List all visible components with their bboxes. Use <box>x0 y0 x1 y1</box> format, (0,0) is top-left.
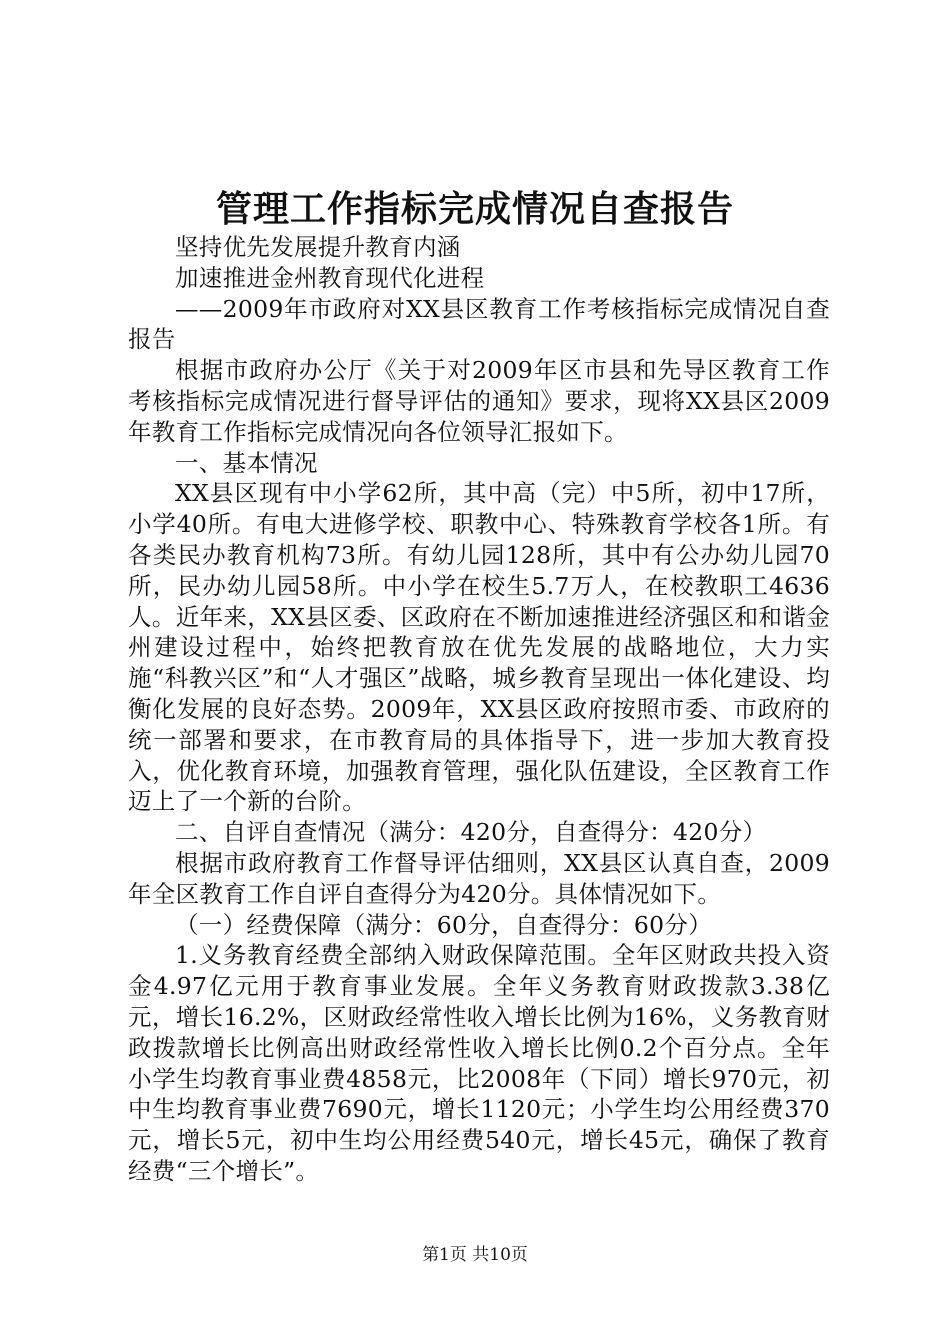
basic-info-paragraph: XX县区现有中小学62所，其中高（完）中5所，初中17所，小学40所。有电大进修学校、职教中心、特殊教育学校各1所。有各类民办教育机构73所。有幼儿园128所，其中有公办幼儿园70所，民办幼儿园58所。中小学在校生5.7万人，在校教职工4636人。近年来，XX县区委、区政府在不断加速推进经济强区和和谐金州建设过程中，始终把教育放在优先发展的战略地位，大力实施“科教兴区”和“人才强区”战略，城乡教育呈现出一体化建设、均衡化发展的良好态势。2009年，XX县区政府按照市委、市政府的统一部署和要求，在市教育局的具体指导下，进一步加大教育投入，优化教育环境，加强教育管理，强化队伍建设，全区教育工作迈上了一个新的台阶。 <box>128 479 830 816</box>
section-heading-self-review: 二、自评自查情况（满分：420分，自查得分：420分） <box>175 818 767 847</box>
intro-paragraph: 根据市政府办公厅《关于对2009年区市县和先导区教育工作考核指标完成情况进行督导评估的通知》要求，现将XX县区2009年教育工作指标完成情况向各位领导汇报如下。 <box>128 356 830 446</box>
subtitle-line-1: 坚持优先发展提升教育内涵 <box>175 233 461 261</box>
subtitle-line-2: 加速推进金州教育现代化进程 <box>175 263 485 292</box>
document-body <box>128 232 830 1187</box>
self-review-paragraph: 根据市政府教育工作督导评估细则，XX县区认真自查，2009年全区教育工作自评自查得分为420分。具体情况如下。 <box>128 848 830 908</box>
funding-paragraph: 1.义务教育经费全部纳入财政保障范围。全年区财政共投入资金4.97亿元用于教育事业发展。全年义务教育财政拨款3.38亿元，增长16.2%，区财政经常性收入增长比例为16%，义务教育财政拨款增长比例高出财政经常性收入增长比例0.2个百分点。全年小学生均教育事业费4858元，比2008年（下同）增长970元，初中生均教育事业费7690元，增长1120元；小学生均公用经费370元，增长5元，初中生均公用经费540元，增长45元，确保了教育经费“三个增长”。 <box>128 941 830 1185</box>
page-number-footer: 第1页 共10页 <box>422 1245 528 1265</box>
subsection-heading-funding: （一）经费保障（满分：60分，自查得分：60分） <box>175 910 713 939</box>
document-title: 管理工作指标完成情况自查报告 <box>215 189 734 230</box>
section-heading-basic: 一、基本情况 <box>175 448 318 477</box>
subtitle-line-3: ——2009年市政府对XX县区教育工作考核指标完成情况自查报告 <box>128 294 830 354</box>
